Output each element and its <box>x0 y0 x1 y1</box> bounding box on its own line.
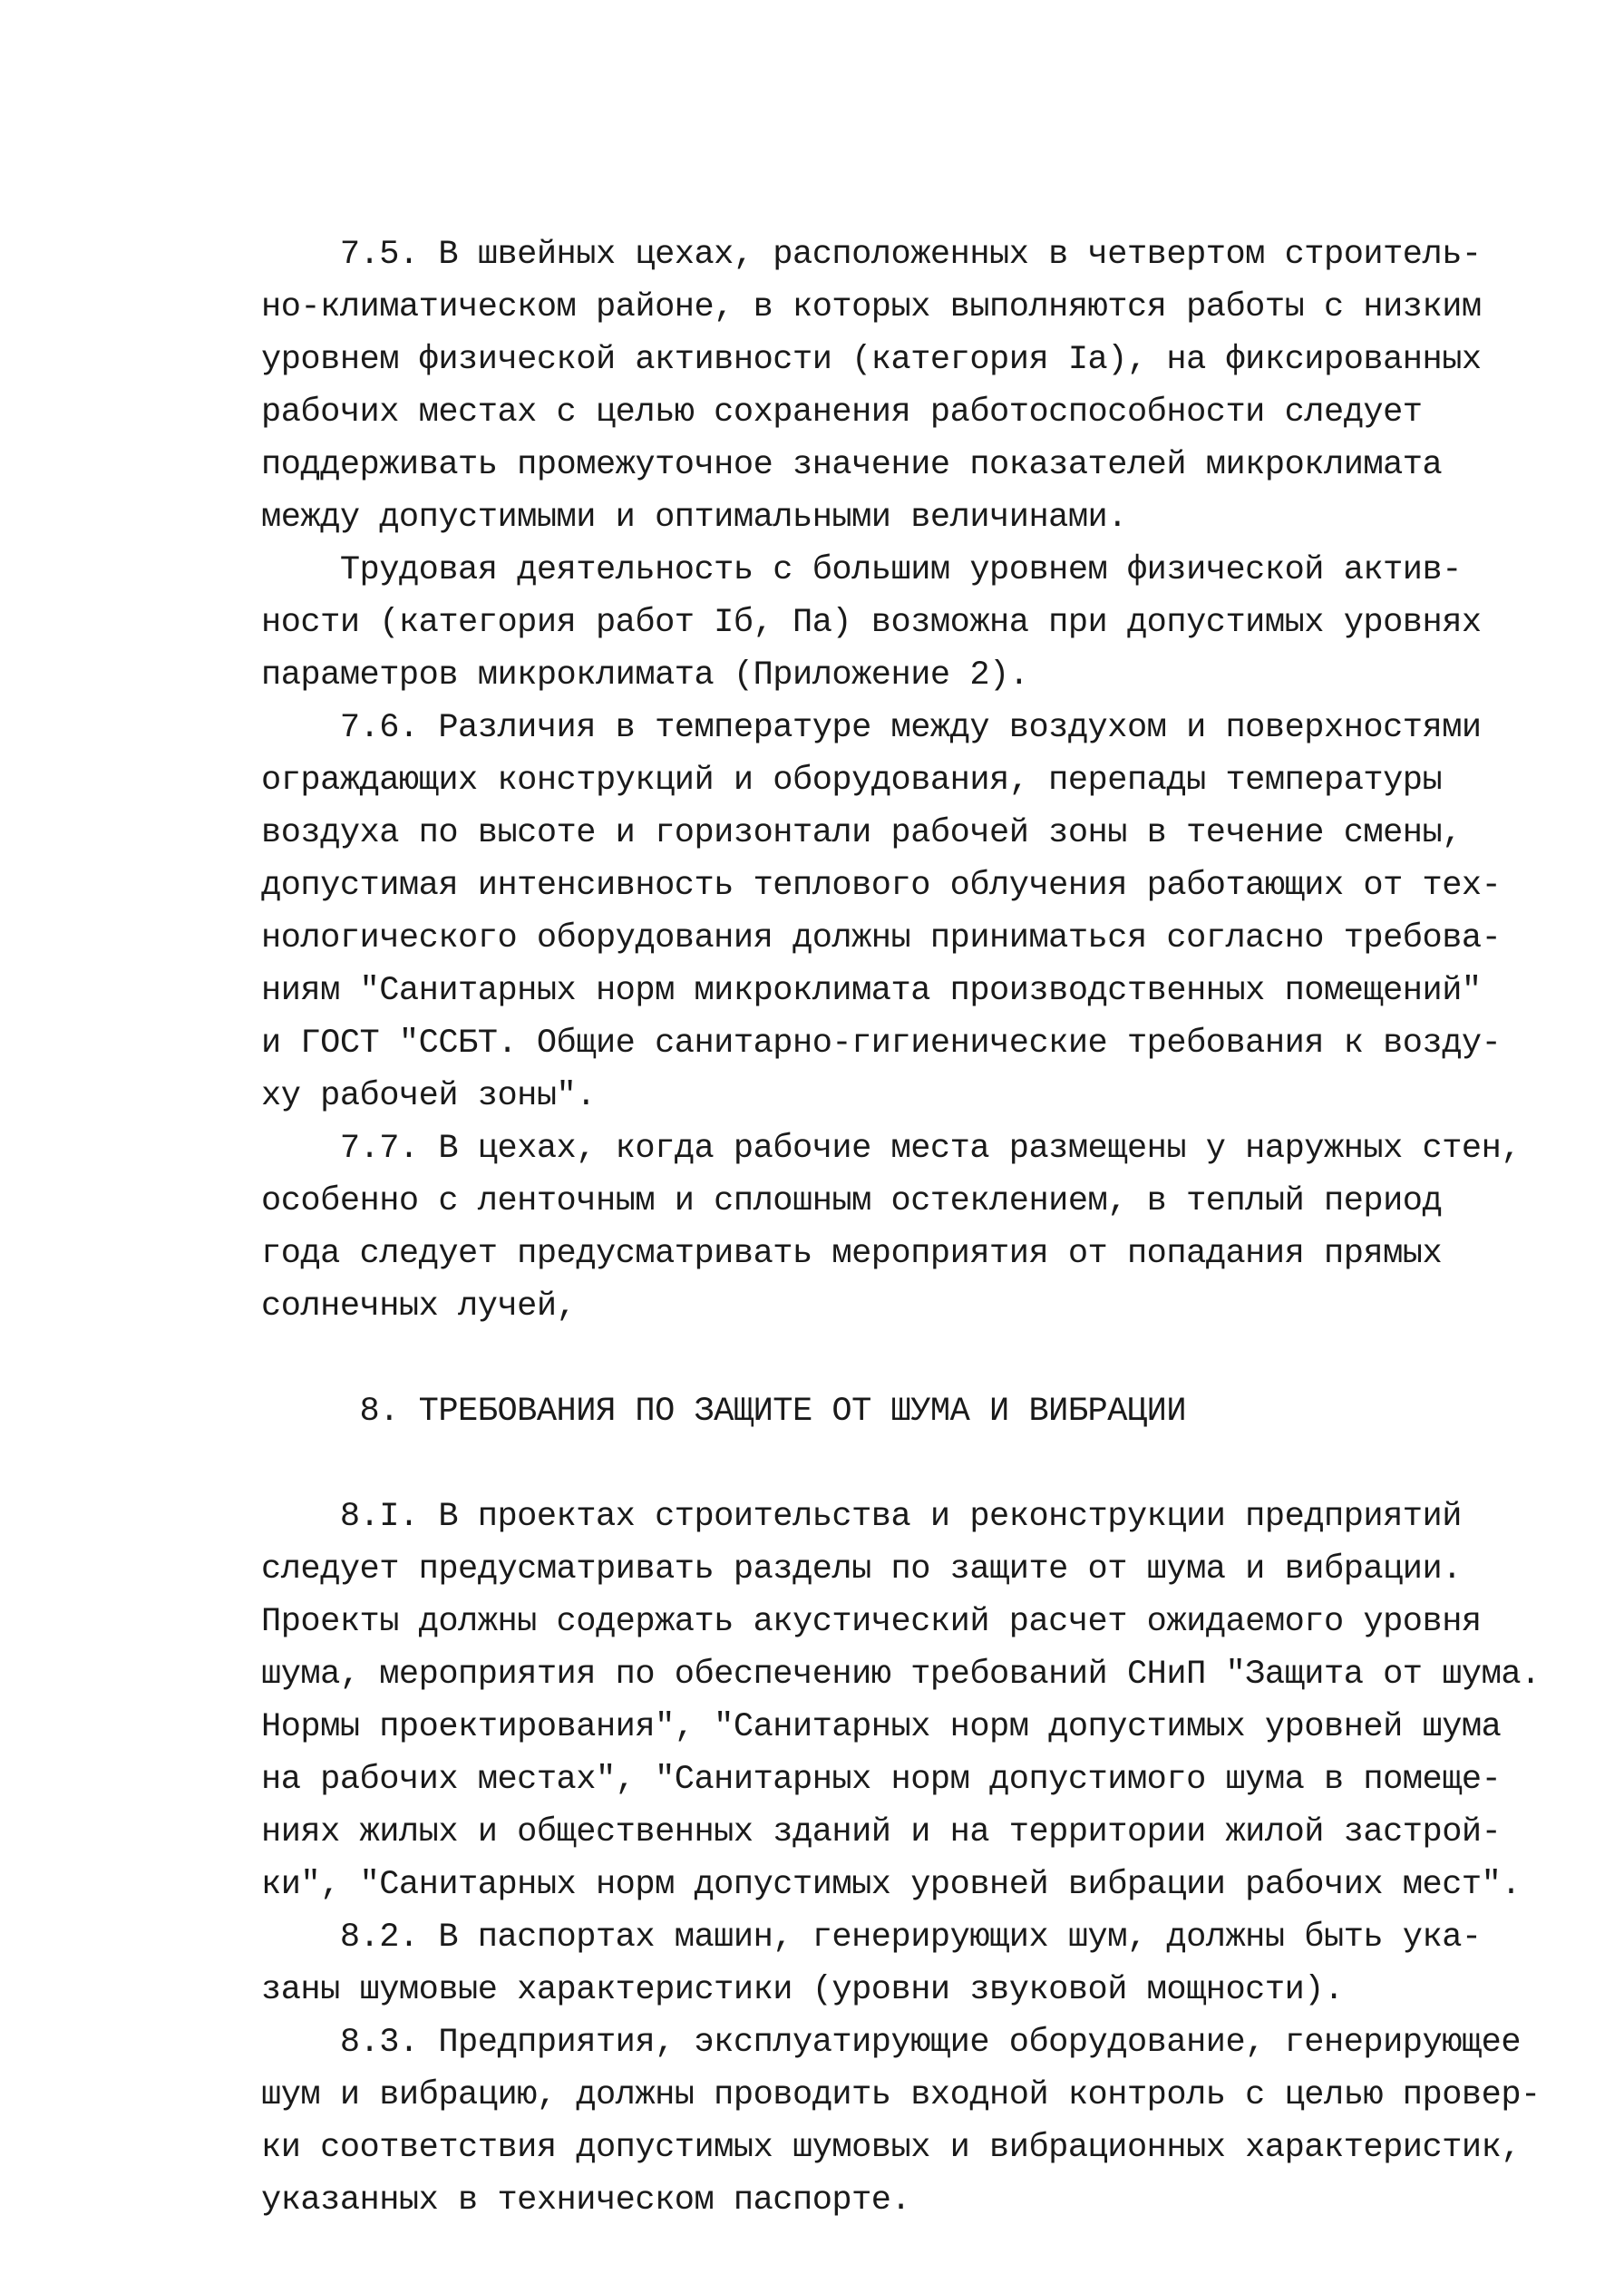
section-gap <box>261 1333 1580 1385</box>
text-line: ки", "Санитарных норм допустимых уровней вибрации рабочих мест". <box>261 1866 1522 1904</box>
text-line: поддерживать промежуточное значение показателей микроклимата <box>261 446 1443 484</box>
text-line: 7.6. Различия в температуре между воздухом и поверхностями <box>261 709 1482 747</box>
text-line: Проекты должны содержать акустический расчет ожидаемого уровня <box>261 1603 1482 1641</box>
text-line: Нормы проектирования", "Санитарных норм допустимых уровней шума <box>261 1708 1502 1746</box>
text-line: ности (категория работ Iб, Па) возможна при допустимых уровнях <box>261 604 1482 642</box>
text-line: воздуха по высоте и горизонтали рабочей зоны в течение смены, <box>261 814 1462 852</box>
text-line: 8.I. В проектах строительства и реконструкции предприятий <box>261 1498 1462 1536</box>
text-line: допустимая интенсивность теплового облучения работающих от тех- <box>261 867 1502 905</box>
text-line: заны шумовые характеристики (уровни звуковой мощности). <box>261 1971 1344 2009</box>
text-line: шум и вибрацию, должны проводить входной контроль с целью провер- <box>261 2076 1541 2114</box>
section-heading: 8. ТРЕБОВАНИЯ ПО ЗАЩИТЕ ОТ ШУМА И ВИБРАЦИИ <box>261 1393 1187 1431</box>
text-line: следует предусматривать разделы по защите от шума и вибрации. <box>261 1550 1462 1588</box>
text-line: солнечных лучей, <box>261 1287 577 1326</box>
text-line: особенно с ленточным и сплошным остеклением, в теплый период <box>261 1182 1443 1220</box>
text-line: шума, мероприятия по обеспечению требований СНиП "Защита от шума. <box>261 1656 1541 1694</box>
text-line: 7.5. В швейных цехах, расположенных в четвертом строитель- <box>261 236 1482 274</box>
text-line: на рабочих местах", "Санитарных норм допустимого шума в помеще- <box>261 1761 1502 1799</box>
text-line: указанных в техническом паспорте. <box>261 2181 911 2220</box>
text-line: ограждающих конструкций и оборудования, перепады температуры <box>261 762 1443 800</box>
text-line: года следует предусматривать мероприятия от попадания прямых <box>261 1235 1443 1273</box>
text-line: параметров микроклимата (Приложение 2). <box>261 656 1029 695</box>
text-line: 8.2. В паспортах машин, генерирующих шум, должны быть ука- <box>261 1919 1482 1957</box>
text-line: ниям "Санитарных норм микроклимата производственных помещений" <box>261 972 1482 1010</box>
text-line: и ГОСТ "ССБТ. Общие санитарно-гигиенические требования к возду- <box>261 1025 1502 1063</box>
text-line: но-климатическом районе, в которых выполняются работы с низким <box>261 288 1482 326</box>
text-line: рабочих местах с целью сохранения работоспособности следует <box>261 393 1423 432</box>
text-line: между допустимыми и оптимальными величинами. <box>261 499 1127 537</box>
text-line: 7.7. В цехах, когда рабочие места размещены у наружных стен, <box>261 1130 1522 1168</box>
text-line: ки соответствия допустимых шумовых и вибрационных характеристик, <box>261 2129 1522 2167</box>
document-body <box>261 228 1580 2227</box>
text-line: нологического оборудования должны приниматься согласно требова- <box>261 919 1502 957</box>
text-line: уровнем физической активности (категория Iа), на фиксированных <box>261 341 1482 379</box>
text-line: ниях жилых и общественных зданий и на территории жилой застрой- <box>261 1813 1502 1851</box>
text-line: Трудовая деятельность с большим уровнем физической актив- <box>261 551 1462 589</box>
text-line: 8.3. Предприятия, эксплуатирующие оборудование, генерирующее <box>261 2024 1522 2062</box>
text-line: ху рабочей зоны". <box>261 1077 596 1115</box>
section-gap <box>261 1438 1580 1491</box>
